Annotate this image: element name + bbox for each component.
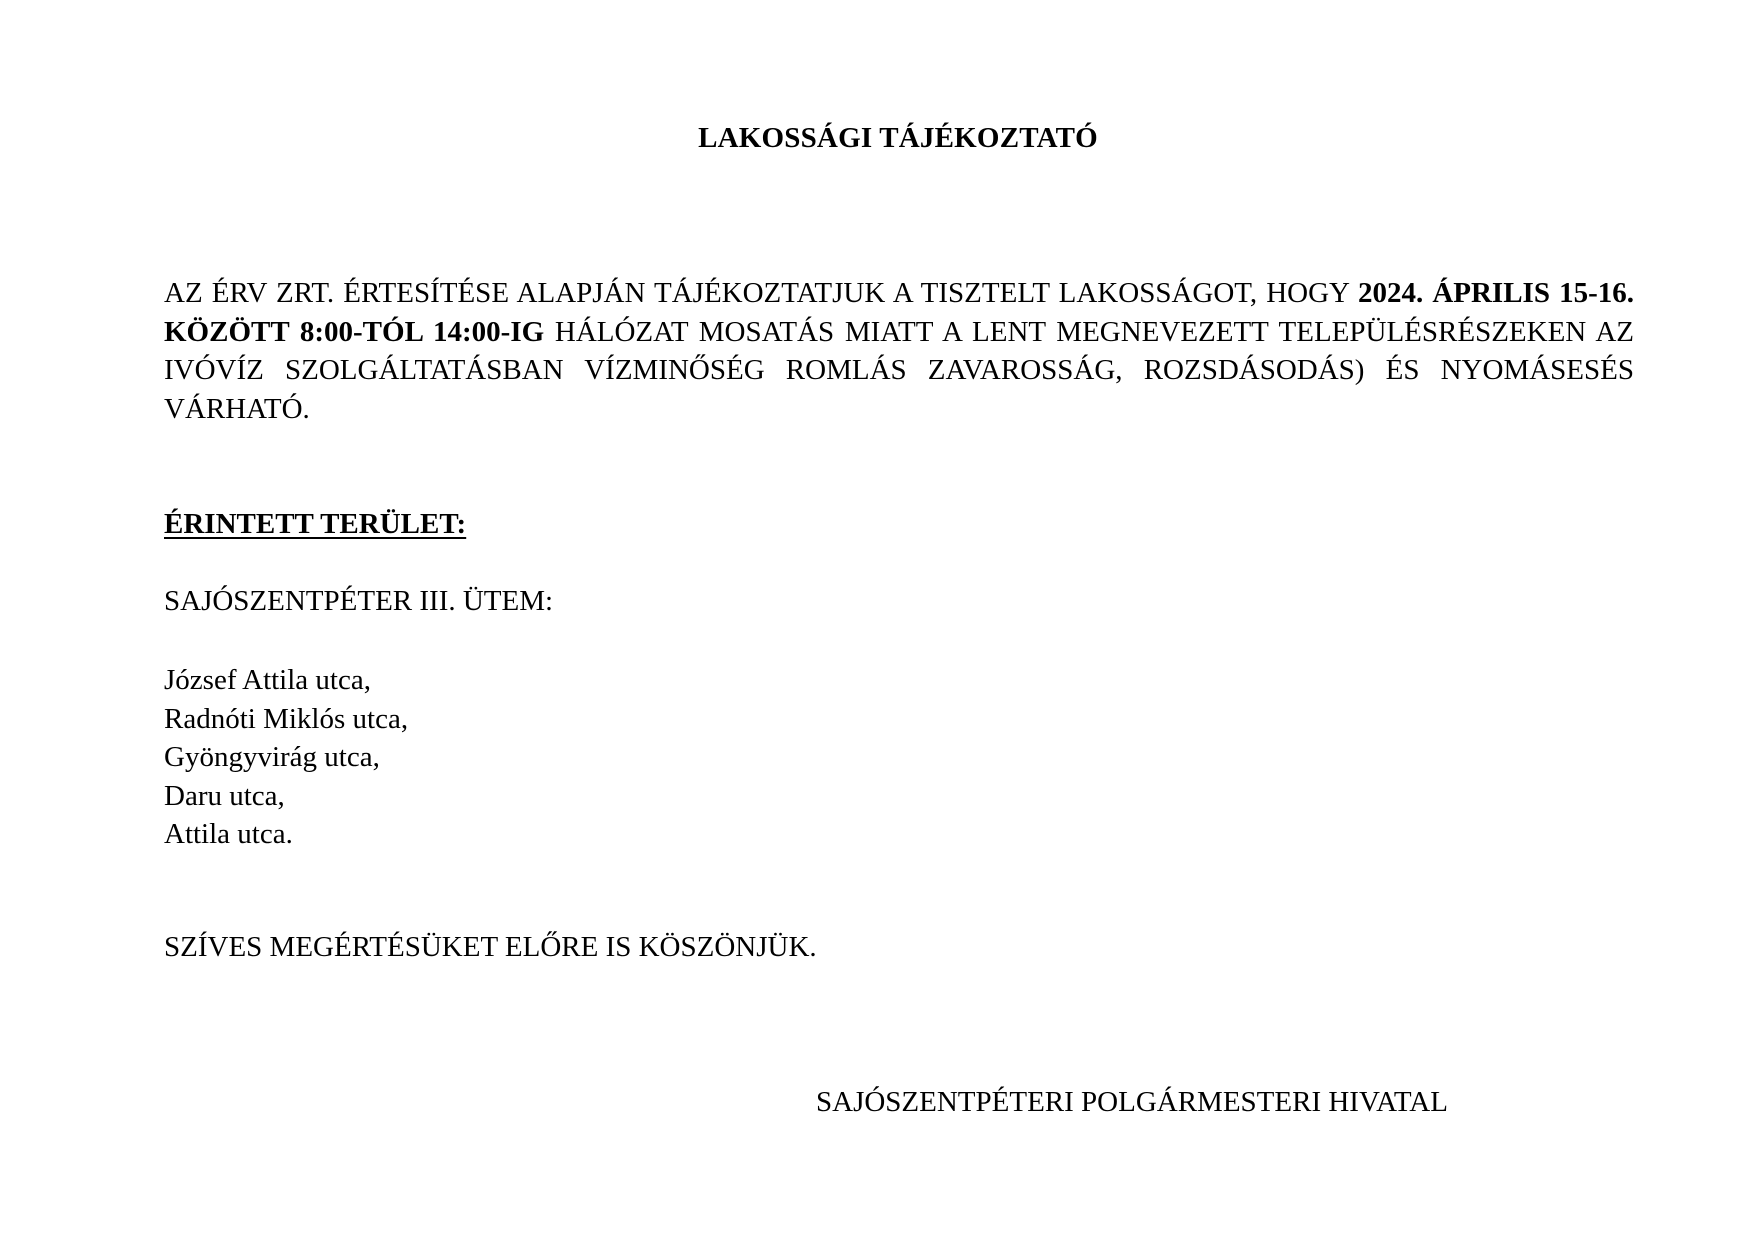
thanks-line: SZÍVES MEGÉRTÉSÜKET ELŐRE IS KÖSZÖNJÜK.	[164, 931, 817, 963]
street-list-item: Radnóti Miklós utca,	[164, 702, 409, 735]
street-list	[164, 661, 408, 854]
street-list-item: Attila utca.	[164, 818, 293, 851]
street-list-item: Daru utca,	[164, 779, 285, 812]
street-list-item: Gyöngyvirág utca,	[164, 741, 380, 774]
intro-paragraph	[164, 274, 1634, 428]
street-list-item: József Attila utca,	[164, 664, 371, 696]
intro-date-time-bold: 2024. ÁPRILIS 15-16. KÖZÖTT 8:00-TÓL 14:00-IG	[164, 277, 1634, 348]
intro-text-part2: HÁLÓZAT MOSATÁS MIATT A LENT MEGNEVEZETT TELEPÜLÉSRÉSZEKEN AZ IVÓVÍZ SZOLGÁLTATÁSBAN VÍZMINŐSÉG ROMLÁS ZAVAROSSÁG, ROZSDÁSODÁS) ÉS NYOMÁSESÉS VÁRHATÓ.	[164, 315, 1634, 425]
area-title: SAJÓSZENTPÉTER III. ÜTEM:	[164, 585, 554, 617]
intro-text-part1: AZ ÉRV ZRT. ÉRTESÍTÉSE ALAPJÁN TÁJÉKOZTATJUK A TISZTELT LAKOSSÁGOT, HOGY	[164, 277, 1358, 309]
affected-area-heading: ÉRINTETT TERÜLET:	[164, 508, 467, 540]
document-title: LAKOSSÁGI TÁJÉKOZTATÓ	[698, 122, 1098, 154]
signature-line: SAJÓSZENTPÉTERI POLGÁRMESTERI HIVATAL	[816, 1086, 1448, 1118]
